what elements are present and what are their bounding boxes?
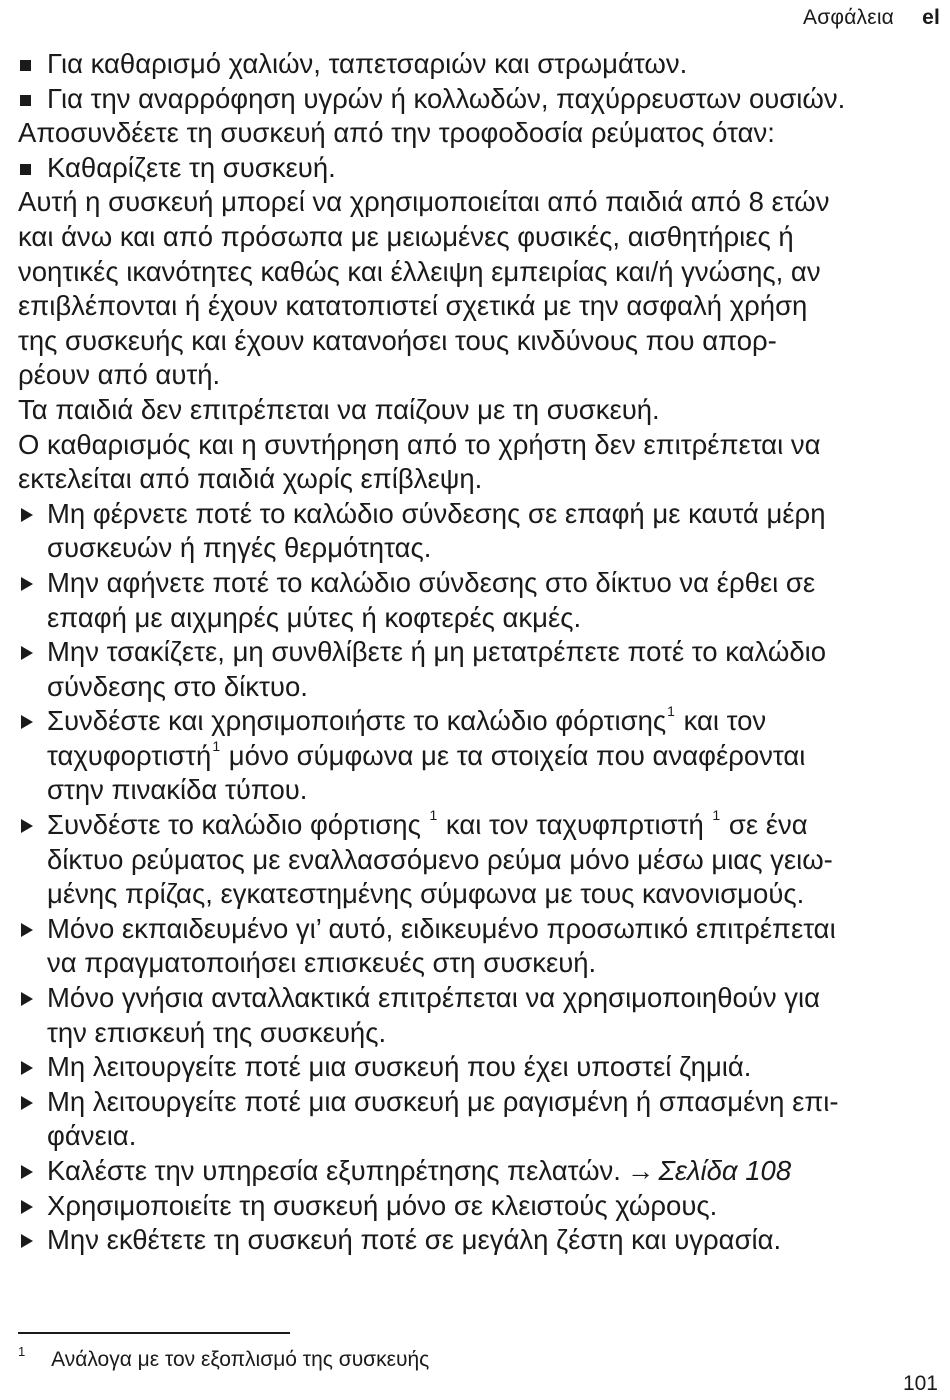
text-run: σε ένα (721, 809, 808, 841)
text-line: να πραγματοποιήσει επισκευές στη συσκευή. (47, 947, 597, 979)
arrow-bullet-item (18, 1154, 938, 1189)
text-line: Για την αναρρόφηση υγρών ή κολλωδών, παχύρρευστων ουσιών. (47, 82, 846, 114)
text-line: Μην αφήνετε ποτέ το καλώδιο σύνδεσης στο δίκτυο να έρθει σε (47, 566, 816, 598)
footnote-divider (18, 1332, 290, 1334)
text-run: μόνο σύμφωνα με τα στοιχεία που αναφέρονται (221, 739, 806, 771)
section-title: Ασφάλεια (803, 6, 895, 29)
text-line (47, 773, 938, 808)
text-line: Τα παιδιά δεν επιτρέπεται να παίζουν με τη συσκευή. (18, 393, 660, 425)
paragraph (18, 185, 938, 393)
text-line: Μη φέρνετε ποτέ το καλώδιο σύνδεσης σε επαφή με καυτά μέρη (47, 497, 826, 529)
text-line (47, 1154, 938, 1189)
text-run: Συνδέστε το καλώδιο φόρτισης (47, 809, 429, 841)
arrow-bullet-item (18, 1223, 938, 1258)
arrow-bullet-item (18, 635, 938, 704)
text-line: νοητικές ικανότητες καθώς και έλλειψη εμπειρίας και/ή γνώσης, αν (18, 255, 821, 287)
arrow-bullet-item (18, 704, 938, 808)
text-line: Αυτή η συσκευή μπορεί να χρησιμοποιείται από παιδιά από 8 ετών (18, 186, 830, 218)
footnote-mark: 1 (18, 1344, 26, 1359)
text-line: Μην τσακίζετε, μη συνθλίβετε ή μη μετατρέπετε ποτέ το καλώδιο (47, 636, 827, 668)
text-line: φάνεια. (47, 1120, 137, 1152)
text-line: Αποσυνδέετε τη συσκευή από την τροφοδοσία ρεύματος όταν: (18, 117, 775, 149)
text-run: Συνδέστε και χρησιμοποιήστε το καλώδιο φόρτισης (47, 705, 667, 737)
text-run: Καλέστε την υπηρεσία εξυπηρέτησης πελατών. (47, 1155, 621, 1186)
square-bullet-item (18, 47, 938, 82)
page-reference-link[interactable]: Σελίδα 108 (658, 1155, 792, 1186)
square-bullet-item (18, 151, 938, 186)
text-line: Μη λειτουργείτε ποτέ μια συσκευή που έχει υποστεί ζημιά. (47, 1051, 752, 1083)
paragraph (18, 393, 938, 428)
footnote-text: Ανάλογα με τον εξοπλισμό της συσκευής (51, 1348, 430, 1371)
text-line: Χρησιμοποιείτε τη συσκευή μόνο σε κλειστούς χώρους. (47, 1189, 718, 1221)
arrow-bullet-item (18, 1189, 938, 1224)
text-line: της συσκευής και έχουν κατανοήσει τους κινδύνους που απορ- (18, 324, 777, 356)
text-line: σύνδεσης στο δίκτυο. (47, 670, 308, 702)
text-line (47, 843, 938, 878)
text-run: και τον ταχυφπρτιστή (438, 809, 712, 841)
text-run: μένης πρίζας, εγκατεστημένης σύμφωνα με τους κανονισμούς. (47, 878, 805, 910)
page-number: 101 (902, 1372, 938, 1395)
cross-reference-arrow-icon: → (626, 1155, 655, 1186)
text-line: συσκευών ή πηγές θερμότητας. (47, 532, 432, 564)
text-run: δίκτυο ρεύματος με εναλλασσόμενο ρεύμα μόνο μέσω μιας γειω- (47, 843, 833, 875)
text-line: και άνω και από πρόσωπα με μειωμένες φυσικές, αισθητήριες ή (18, 220, 794, 252)
footnote-reference: 1 (212, 737, 221, 754)
text-line (47, 704, 938, 739)
text-line: Μόνο εκπαιδευμένο γι’ αυτό, ειδικευμένο προσωπικό επιτρέπεται (47, 912, 836, 944)
text-line (47, 877, 938, 912)
text-line: ρέουν από αυτή. (18, 359, 221, 391)
text-line: Καθαρίζετε τη συσκευή. (47, 151, 336, 183)
text-line: Μόνο γνήσια ανταλλακτικά επιτρέπεται να χρησιμοποιηθούν για (47, 982, 820, 1014)
arrow-bullet-item (18, 808, 938, 912)
text-line: Για καθαρισμό χαλιών, ταπετσαριών και στρωμάτων. (47, 48, 688, 79)
text-line (47, 808, 938, 843)
text-line: Μην εκθέτετε τη συσκευή ποτέ σε μεγάλη ζέστη και υγρασία. (47, 1224, 782, 1256)
text-line: επιβλέπονται ή έχουν κατατοπιστεί σχετικά με την ασφαλή χρήση (18, 290, 808, 322)
language-code: el (922, 6, 940, 29)
text-run: και τον (675, 705, 767, 737)
paragraph (18, 116, 938, 151)
text-run: στην πινακίδα τύπου. (47, 774, 308, 806)
footnote (18, 1344, 430, 1372)
text-line: την επισκευή της συσκευής. (47, 1016, 387, 1048)
arrow-bullet-item (18, 1050, 938, 1085)
arrow-bullet-item (18, 497, 938, 566)
arrow-bullet-item (18, 1085, 938, 1154)
footnote-reference: 1 (429, 807, 438, 824)
text-line (47, 739, 938, 774)
text-line: επαφή με αιχμηρές μύτες ή κοφτερές ακμές. (47, 601, 582, 633)
page-header (803, 6, 940, 30)
text-line: εκτελείται από παιδιά χωρίς επίβλεψη. (18, 463, 483, 495)
footnote-reference: 1 (667, 703, 675, 720)
square-bullet-item (18, 82, 938, 117)
arrow-bullet-item (18, 912, 938, 981)
paragraph (18, 428, 938, 497)
footnote-reference: 1 (712, 807, 721, 824)
text-line: Μη λειτουργείτε ποτέ μια συσκευή με ραγισμένη ή σπασμένη επι- (47, 1085, 839, 1117)
arrow-bullet-item (18, 981, 938, 1050)
text-line: Ο καθαρισμός και η συντήρηση από το χρήστη δεν επιτρέπεται να (18, 428, 821, 460)
arrow-bullet-item (18, 566, 938, 635)
text-run: ταχυφορτιστή (47, 739, 212, 771)
safety-text-body (18, 47, 938, 1258)
